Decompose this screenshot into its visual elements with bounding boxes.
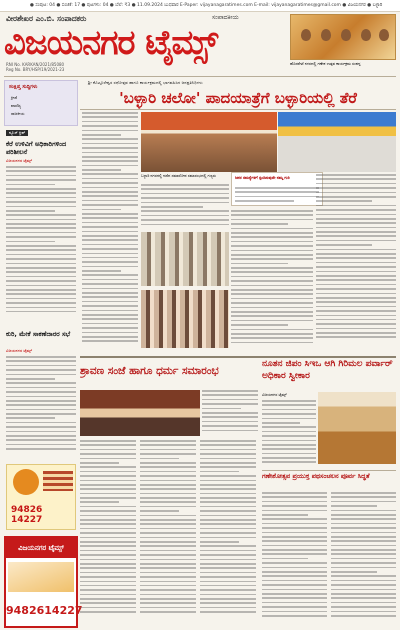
story-3-byline: ವಿಜಯನಗರ ಟೈಮ್ಸ್ [262, 392, 287, 397]
top-info-strip: ● ಸಂಪುಟ: 04 ● ಸಂಚಿಕೆ: 17 ● ಪುಟಗಳು: 04 ● ಬೆಲೆ: ₹3 ● 11.09.2024 ಬುಧವಾರ E-Paper: vijayanagaratimes.com E-mail: vijayanagaratimes@gmail.com ● ವಿಜಯನಗರ ● ಬಳ್ಳಾರಿ [0, 0, 400, 12]
editor-tag: ಸಂಪಾದಕೀಯ [212, 14, 239, 21]
sidebar-story-1-place: ವಿಜಯನಗರ ಟೈಮ್ಸ್ [6, 158, 33, 163]
lead-quote: ಜನರ ಸಮಸ್ಯೆಗಳಿಗೆ ಸ್ಪಂದಿಸುವುದೇ ನಮ್ಮ ಗುರಿ [235, 175, 290, 180]
ad-phone-small: 94826 14227 [11, 505, 43, 525]
ad-phone: 9482614227 [6, 604, 83, 617]
lead-photo-crowd-1 [141, 232, 229, 286]
story-3-body [262, 400, 316, 466]
sidebar-story-2-place: ವಿಜಯನಗರ ಟೈಮ್ಸ್ [6, 348, 33, 353]
header-photo [290, 14, 396, 60]
ad-title: ವಿಜಯನಗರ ಟೈಮ್ಸ್ [6, 538, 76, 558]
lead-column-4 [316, 174, 396, 352]
newspaper-title: ವಿಜಯನಗರ ಟೈಮ್ಸ್ [4, 23, 218, 63]
lead-subtitle: ಶ್ರೀ ಕೊಟ್ಟೂರೇಶ್ವರ ರಥೋತ್ಸವ ಹಾಗೂ ಕಾರ್ಯಕ್ರಮದಲ್ಲಿ ಭಾಗವಹಿಸಿದ ಜನಪ್ರತಿನಿಧಿಗಳು [88, 80, 203, 85]
lead-divider [80, 109, 396, 110]
story-4-subhead: ಗಣೇಶೋತ್ಸವ ಪ್ರಯುಕ್ತ ಪಥಸಂಚಲನ ಪೂರ್ವ ಸಿದ್ಧತೆ [262, 472, 370, 480]
index-item: ವಾಣಿಜ್ಯ [11, 103, 22, 108]
header-photo-caption: ಹೊಸಪೇಟೆ ನಗರದಲ್ಲಿ ಗಣೇಶ ಉತ್ಸವ ಕಾರ್ಯಕ್ರಮ ಸಂಪನ್ನ [290, 61, 361, 66]
index-item: ಕ್ರೀಡೆ [11, 95, 17, 100]
vijayanagara-times-ad [4, 536, 83, 628]
sidebar-story-1-title: ಕೆರೆ ಉಳಿವಿಗೆ ಅಧಿಕಾರಿಗಳಿಂದ ಪರಿಶೀಲನೆ [6, 140, 67, 156]
index-box [4, 80, 78, 126]
story-3-headline: ನೂತನ ಜಿಪಂ ಸಿಇಒ ಆಗಿ ಗಿರಿಮಲ ಪರ್ವಾರ್ ಅಧಿಕಾರ ಸ್ವೀಕಾರ [262, 359, 393, 381]
index-title: ಸಂಕ್ಷಿಪ್ತ ಸುದ್ದಿಗಳು [9, 84, 38, 90]
sidebar-ad [6, 464, 76, 530]
story-2-body [80, 440, 258, 626]
founder-line: ವೀರಶೇಖರ ಎಂ.ಬಿ. ಸಂಪಾದಕರು [6, 14, 87, 23]
lead-photo-caption: ಬಳ್ಳಾರಿ ನಗರದಲ್ಲಿ ನಡೆದ ಸಮಾರೋಪ ಸಮಾರಂಭದಲ್ಲಿ ಗಣ್ಯರು [141, 173, 217, 178]
story-2-column-a [202, 390, 258, 438]
index-item: ರಾಜಕೀಯ [11, 111, 25, 116]
registration-line-2: Reg No. BRY/HSP/19/2021-23 [6, 67, 65, 72]
story-2-photo [80, 390, 200, 436]
story-3-divider [262, 470, 396, 471]
sidebar-story-2-body [6, 356, 76, 460]
lead-headline: 'ಬಳ್ಳಾರಿ ಚಲೋ' ಪಾದಯಾತ್ರೆಗೆ ಬಳ್ಳಾರಿಯಲ್ಲಿ ತೆರೆ [119, 89, 357, 107]
sidebar-story-2-title: ಕುರಿ, ಮೇಕೆ ಸಾಕಣೆದಾರರ ಸಭೆ [6, 330, 71, 338]
lead-quote-box [231, 172, 323, 206]
sidebar-story-1-body [6, 166, 76, 326]
lead-column-2-top [141, 184, 229, 230]
ad-illustration [8, 562, 74, 592]
registration-line-1: RNI No. KARKAN/2021/85080 [6, 62, 65, 67]
lead-column-1 [82, 112, 138, 352]
ad-graphic [43, 471, 73, 491]
story-3-photo [318, 392, 396, 464]
story-4-body [262, 492, 396, 626]
lead-photo-stage [141, 112, 277, 172]
story-2-headline: ಶ್ರಾವಣ ಸಂಜೆ ಹಾಗೂ ಧರ್ಮ ಸಮಾರಂಭ [80, 365, 219, 377]
brief-tag: ನ್ಯೂಸ್ ಕ್ಲಿಪ್ [6, 130, 28, 136]
lead-column-3 [231, 210, 313, 352]
lead-photo-crowd-2 [141, 290, 229, 348]
masthead-divider [4, 76, 396, 77]
ad-logo-icon [13, 469, 39, 495]
lead-photo-event [278, 112, 396, 172]
